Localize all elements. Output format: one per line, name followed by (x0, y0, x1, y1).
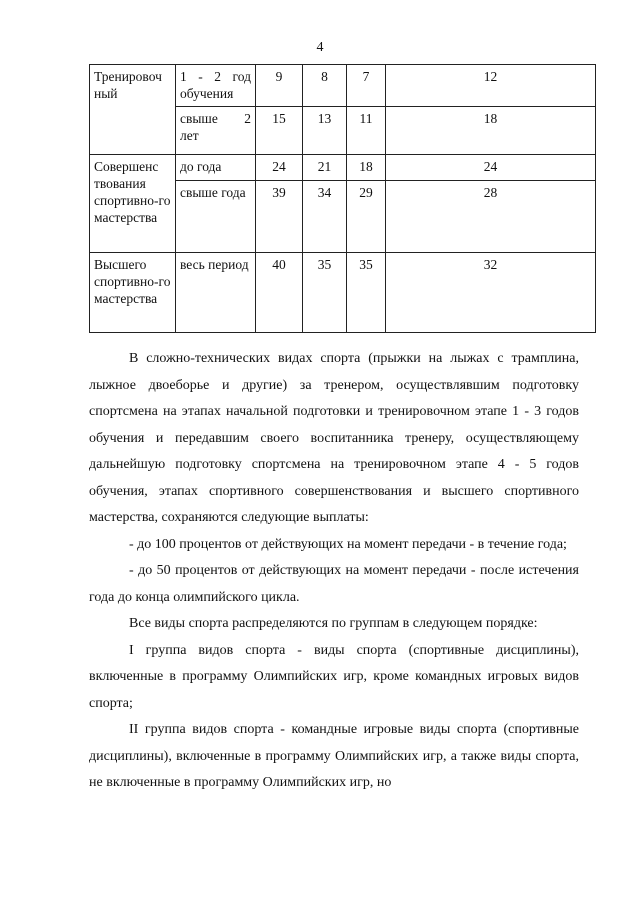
value-cell: 13 (303, 107, 347, 155)
period-cell (176, 65, 256, 107)
table-row (90, 65, 596, 107)
period-tail: лет (180, 128, 199, 143)
paragraph: Все виды спорта распределяются по группам в следующем порядке: (129, 616, 538, 631)
table-row (90, 155, 596, 181)
value-cell: 11 (347, 107, 386, 155)
body-text (89, 346, 579, 797)
value-cell: 40 (256, 253, 303, 333)
value-cell: 18 (386, 107, 596, 155)
value-cell: 12 (386, 65, 596, 107)
period-part: 2 (244, 111, 251, 126)
value-cell: 9 (256, 65, 303, 107)
period-part: - (198, 69, 203, 84)
period-part: свыше (180, 111, 218, 126)
table-row (90, 253, 596, 333)
value-cell: 34 (303, 181, 347, 253)
value-cell: 32 (386, 253, 596, 333)
period-part: год (232, 69, 251, 84)
value-cell: 21 (303, 155, 347, 181)
period-part: 1 (180, 69, 187, 84)
value-cell: 15 (256, 107, 303, 155)
value-cell: 8 (303, 65, 347, 107)
paragraph: - до 100 процентов от действующих на момент передачи - в течение года; (129, 536, 567, 552)
period-tail: обучения (180, 86, 234, 101)
period-part: 2 (214, 69, 222, 84)
value-cell: 35 (303, 253, 347, 333)
paragraph: II группа видов спорта - командные игровые виды спорта (спортивные дисциплины), включенные в программу Олимпийских игр, а также виды спорта, не включенные в программу Олимпийских игр, но (89, 722, 579, 790)
page-number: 4 (316, 40, 324, 55)
value-cell: 29 (347, 181, 386, 253)
paragraph: I группа видов спорта - виды спорта (спортивные дисциплины), включенные в программу Олимпийских игр, кроме командных игровых видов спорта; (89, 642, 579, 711)
payment-table (89, 64, 596, 333)
period-cell: весь период (176, 253, 256, 333)
value-cell: 28 (386, 181, 596, 253)
value-cell: 39 (256, 181, 303, 253)
paragraph: - до 50 процентов от действующих на момент передачи - после истечения года до конца олимпийского цикла. (89, 563, 579, 605)
paragraph: В сложно-технических видах спорта (прыжки на лыжах с трамплина, лыжное двоеборье и другие) за тренером, осуществлявшим подготовку спортсмена на этапах начальной подготовки и тренировочном этапе 1 - 3 годов обучения и передавшим своего воспитанника тренеру, осуществляющему дальнейшую подготовку спортсмена на тренировочном этапе 4 - 5 годов обучения, этапах спортивного совершенствования и высшего спортивного мастерства, сохраняются следующие выплаты: (89, 351, 579, 525)
value-cell: 35 (347, 253, 386, 333)
stage-cell: Тренировоч ный (90, 65, 176, 155)
value-cell: 24 (386, 155, 596, 181)
value-cell: 7 (347, 65, 386, 107)
period-cell: до года (176, 155, 256, 181)
period-cell (176, 107, 256, 155)
stage-cell: Совершенс твования спортивно-го мастерства (90, 155, 176, 253)
stage-cell: Высшего спортивно-го мастерства (90, 253, 176, 333)
value-cell: 18 (347, 155, 386, 181)
value-cell: 24 (256, 155, 303, 181)
period-cell: свыше года (176, 181, 256, 253)
